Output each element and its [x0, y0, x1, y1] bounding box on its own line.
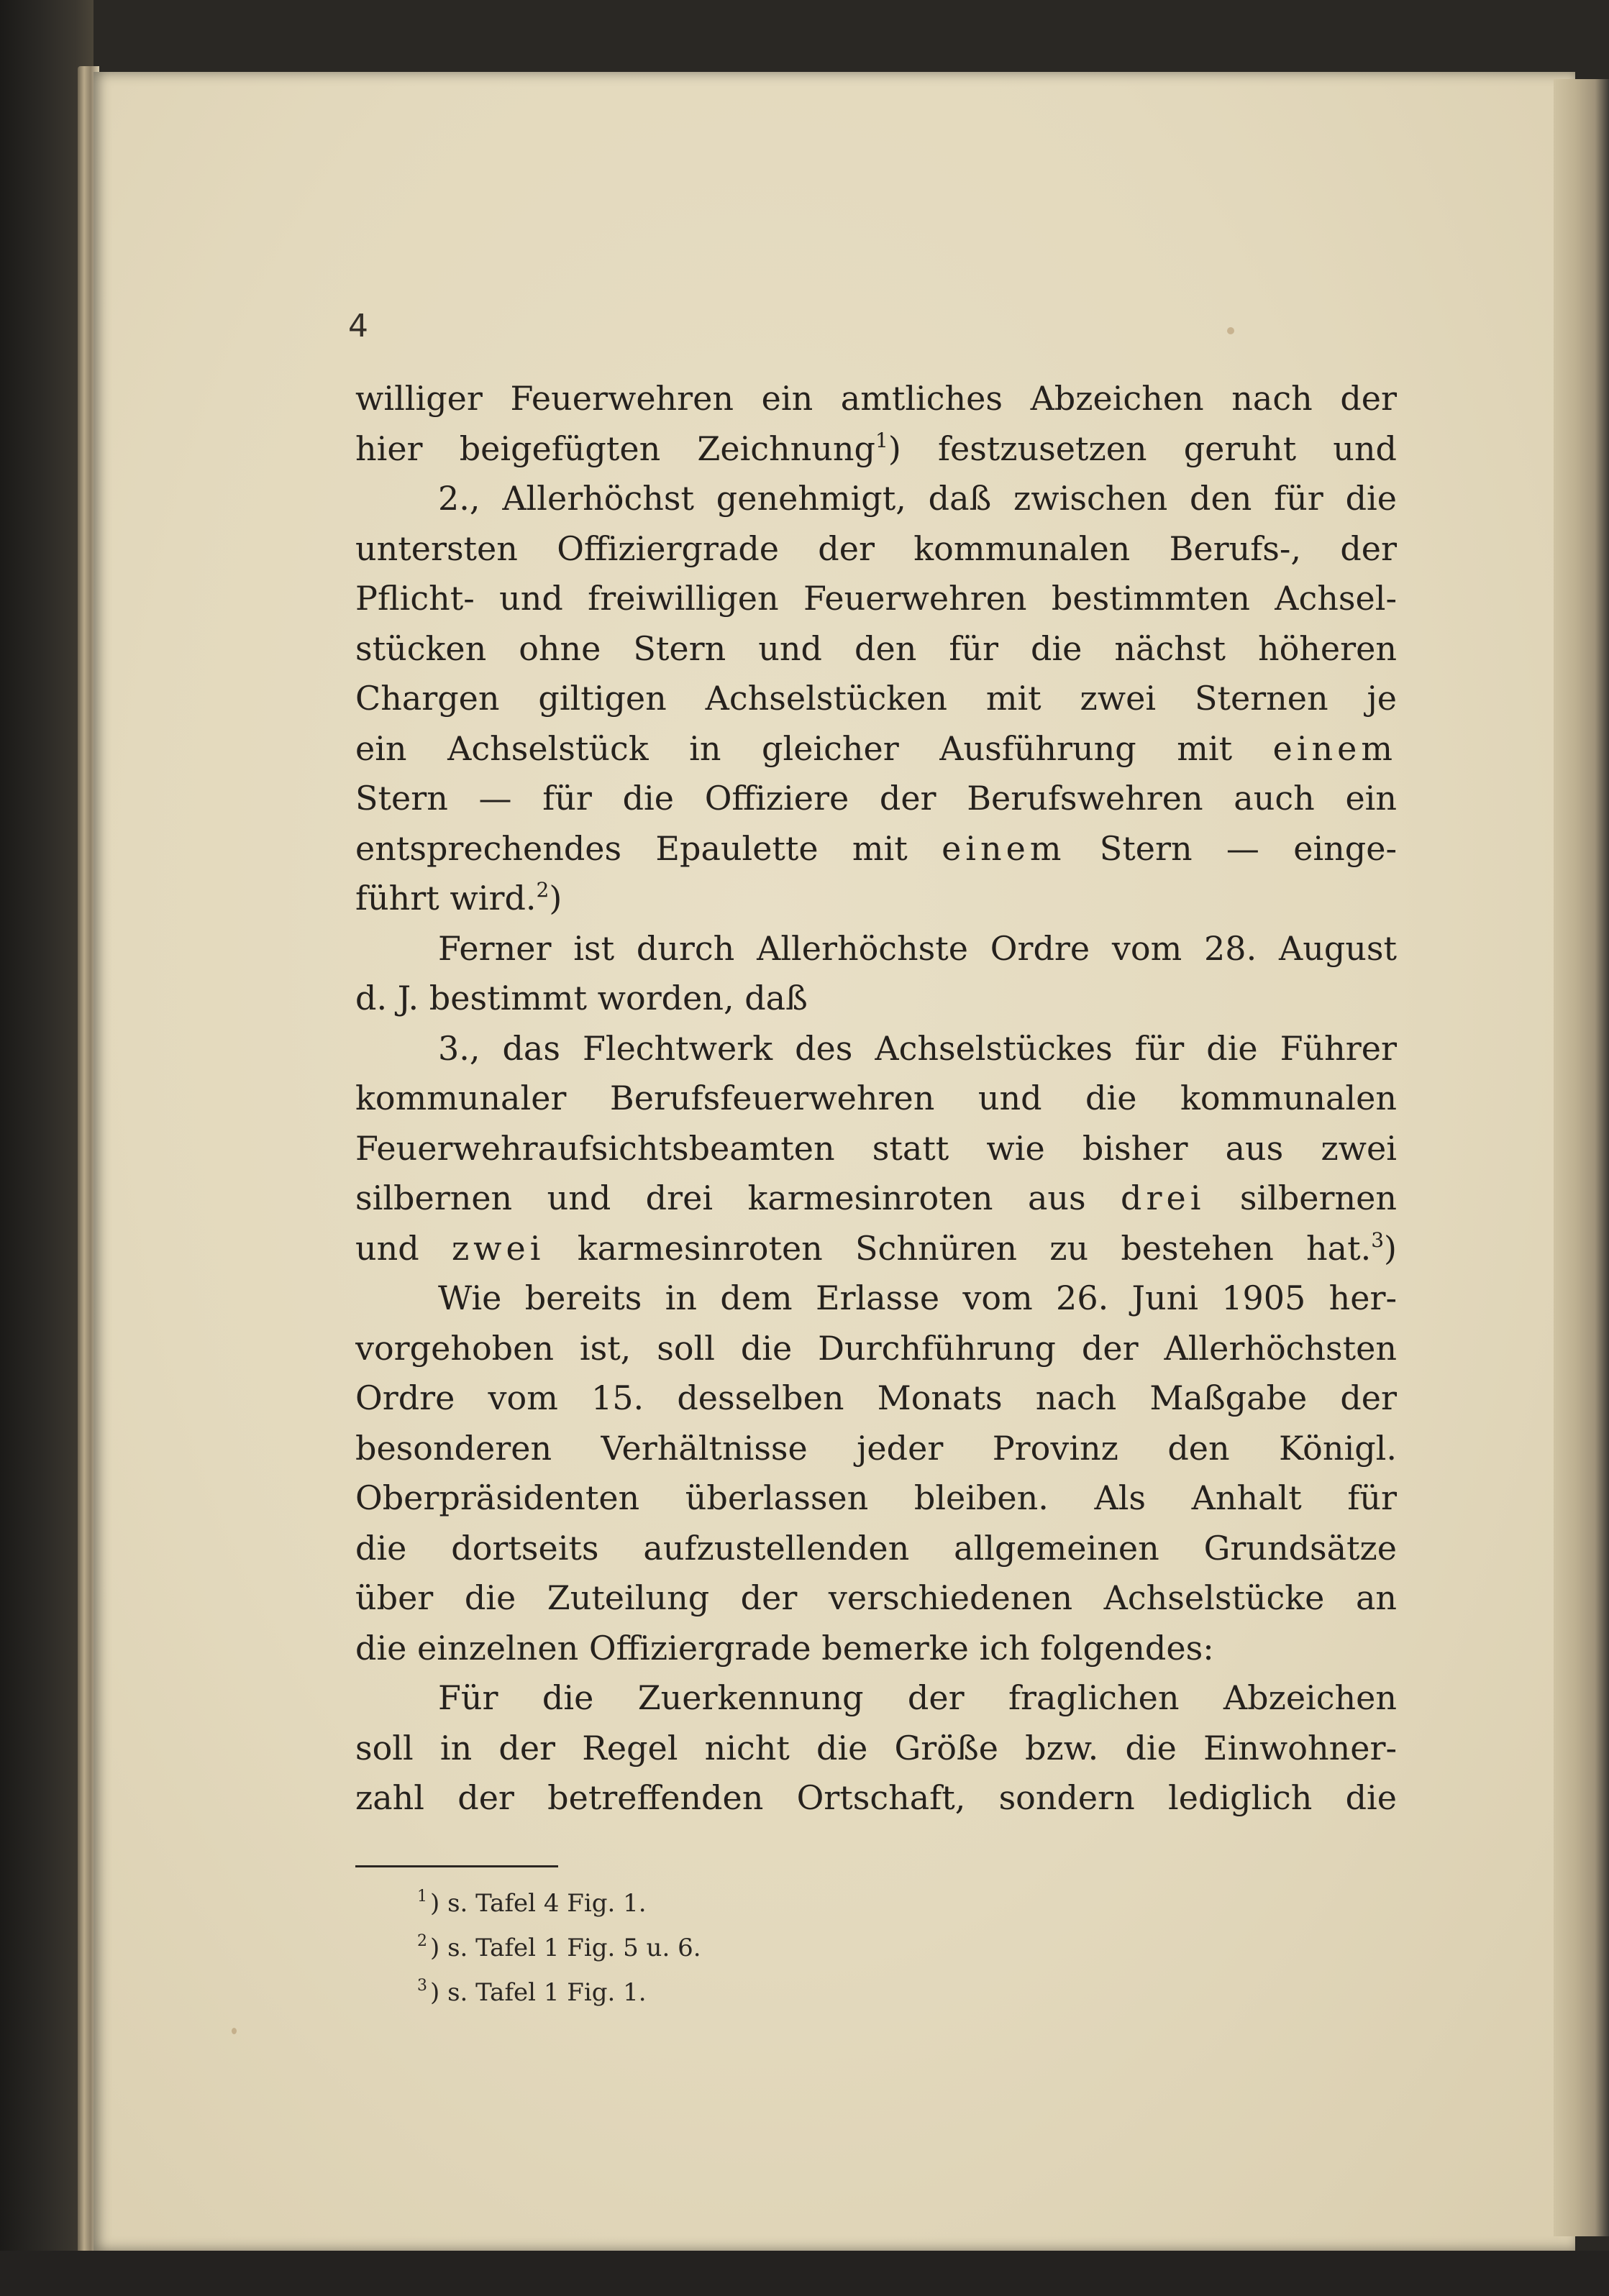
text-line	[355, 574, 1397, 624]
line-text: Pflicht- und freiwilligen Feuerwehren bestimmten Achsel-	[355, 579, 1397, 618]
text-line	[355, 1773, 1397, 1824]
line-text: vorgehoben ist, soll die Durchführung der Allerhöchsten	[355, 1328, 1397, 1368]
line-text: die einzelnen Offiziergrade bemerke ich folgendes:	[355, 1628, 1214, 1668]
line-text: 2., Allerhöchst genehmigt, daß zwischen den für die	[438, 479, 1397, 518]
line-text: soll in der Regel nicht die Größe bzw. die Einwohner-	[355, 1728, 1397, 1767]
line-text-after: )	[1384, 1228, 1397, 1268]
footnotes	[417, 1881, 701, 2015]
text-line	[355, 1124, 1397, 1174]
line-text: zahl der betreffenden Ortschaft, sondern lediglich die	[355, 1778, 1397, 1817]
spaced-emphasis: drei	[1121, 1179, 1205, 1217]
facing-page-edge	[1554, 79, 1609, 2236]
line-text-after: ) festzusetzen geruht und	[888, 429, 1397, 468]
line-text-after: karmesinroten Schnüren zu bestehen hat.	[544, 1228, 1372, 1268]
footnote-reference: 2	[536, 878, 550, 902]
text-line	[355, 1524, 1397, 1574]
footnote-text: ) s. Tafel 4 Fig. 1.	[430, 1889, 647, 1918]
line-text: Ferner ist durch Allerhöchste Ordre vom 28. August	[438, 928, 1397, 968]
text-line	[355, 374, 1397, 424]
footnote-reference: 1	[875, 428, 888, 452]
text-line	[355, 1224, 1397, 1274]
foxing-spot	[232, 2028, 237, 2034]
line-text: führt wird.	[355, 879, 537, 918]
line-text: Stern — für die Offiziere der Berufswehren auch ein	[355, 779, 1397, 818]
text-line	[355, 1424, 1397, 1474]
text-line	[355, 924, 1397, 974]
line-text: und	[355, 1228, 452, 1268]
text-line	[355, 974, 1397, 1024]
text-line	[355, 624, 1397, 674]
line-text: Feuerwehraufsichtsbeamten statt wie bisher aus zwei	[355, 1128, 1397, 1168]
text-line	[355, 1624, 1397, 1674]
line-text: ein Achselstück in gleicher Ausführung mit	[355, 728, 1273, 768]
footnote-text: ) s. Tafel 1 Fig. 5 u. 6.	[430, 1934, 701, 1962]
footnote	[417, 1926, 701, 1970]
line-text: entsprechendes Epaulette mit	[355, 828, 942, 868]
line-text: besonderen Verhältnisse jeder Provinz den Königl.	[355, 1428, 1397, 1468]
text-line	[355, 1373, 1397, 1424]
line-text: Für die Zuerkennung der fraglichen Abzeichen	[438, 1678, 1397, 1717]
foxing-spot	[1227, 327, 1234, 334]
line-text-after: Stern — einge-	[1065, 828, 1397, 868]
line-text: die dortseits aufzustellenden allgemeinen Grundsätze	[355, 1528, 1397, 1568]
text-line	[355, 824, 1397, 874]
text-line	[355, 1074, 1397, 1124]
line-text: Wie bereits in dem Erlasse vom 26. Juni 1905 her-	[438, 1279, 1397, 1317]
line-text-after: )	[549, 879, 562, 918]
footnote-mark: 1	[417, 1888, 427, 1906]
footnote	[417, 1970, 701, 2015]
footnote-text: ) s. Tafel 1 Fig. 1.	[430, 1978, 647, 2007]
line-text: untersten Offiziergrade der kommunalen Berufs-, der	[355, 529, 1397, 568]
body-text	[355, 374, 1397, 1824]
spaced-emphasis: zwei	[451, 1228, 545, 1268]
line-text: hier beigefügten Zeichnung	[355, 429, 875, 468]
text-line	[355, 1673, 1397, 1724]
text-line	[355, 474, 1397, 524]
footnote	[417, 1881, 701, 1926]
spaced-emphasis: einem	[1272, 728, 1397, 768]
background-strip	[0, 2251, 1609, 2296]
text-line	[355, 1473, 1397, 1524]
footnote-reference: 3	[1371, 1227, 1385, 1252]
text-line	[355, 1273, 1397, 1324]
text-line	[355, 724, 1397, 774]
line-text: d. J. bestimmt worden, daß	[355, 979, 808, 1017]
text-line	[355, 674, 1397, 724]
line-text-after: silbernen	[1205, 1179, 1397, 1217]
footnote-mark: 3	[417, 1977, 427, 1995]
text-line	[355, 424, 1397, 475]
text-line	[355, 1024, 1397, 1074]
line-text: williger Feuerwehren ein amtliches Abzeichen nach der	[355, 379, 1397, 418]
line-text: Chargen giltigen Achselstücken mit zwei Sternen je	[355, 679, 1397, 718]
text-line	[355, 524, 1397, 575]
text-line	[355, 1573, 1397, 1624]
text-line	[355, 874, 1397, 924]
text-line	[355, 1324, 1397, 1374]
footnote-mark: 2	[417, 1932, 427, 1950]
line-text: über die Zuteilung der verschiedenen Achselstücke an	[355, 1578, 1397, 1617]
text-line	[355, 1724, 1397, 1774]
text-line	[355, 774, 1397, 824]
line-text: Ordre vom 15. desselben Monats nach Maßgabe der	[355, 1378, 1397, 1417]
line-text: kommunaler Berufsfeuerwehren und die kommunalen	[355, 1079, 1397, 1117]
text-line	[355, 1174, 1397, 1224]
line-text: Oberpräsidenten überlassen bleiben. Als Anhalt für	[355, 1478, 1397, 1517]
line-text: silbernen und drei karmesinroten aus	[355, 1179, 1121, 1217]
spaced-emphasis: einem	[942, 828, 1066, 868]
footnote-rule	[355, 1865, 558, 1867]
line-text: stücken ohne Stern und den für die nächst höheren	[355, 628, 1397, 668]
page-number: 4	[348, 308, 368, 344]
line-text: 3., das Flechtwerk des Achselstückes für die Führer	[438, 1028, 1397, 1068]
